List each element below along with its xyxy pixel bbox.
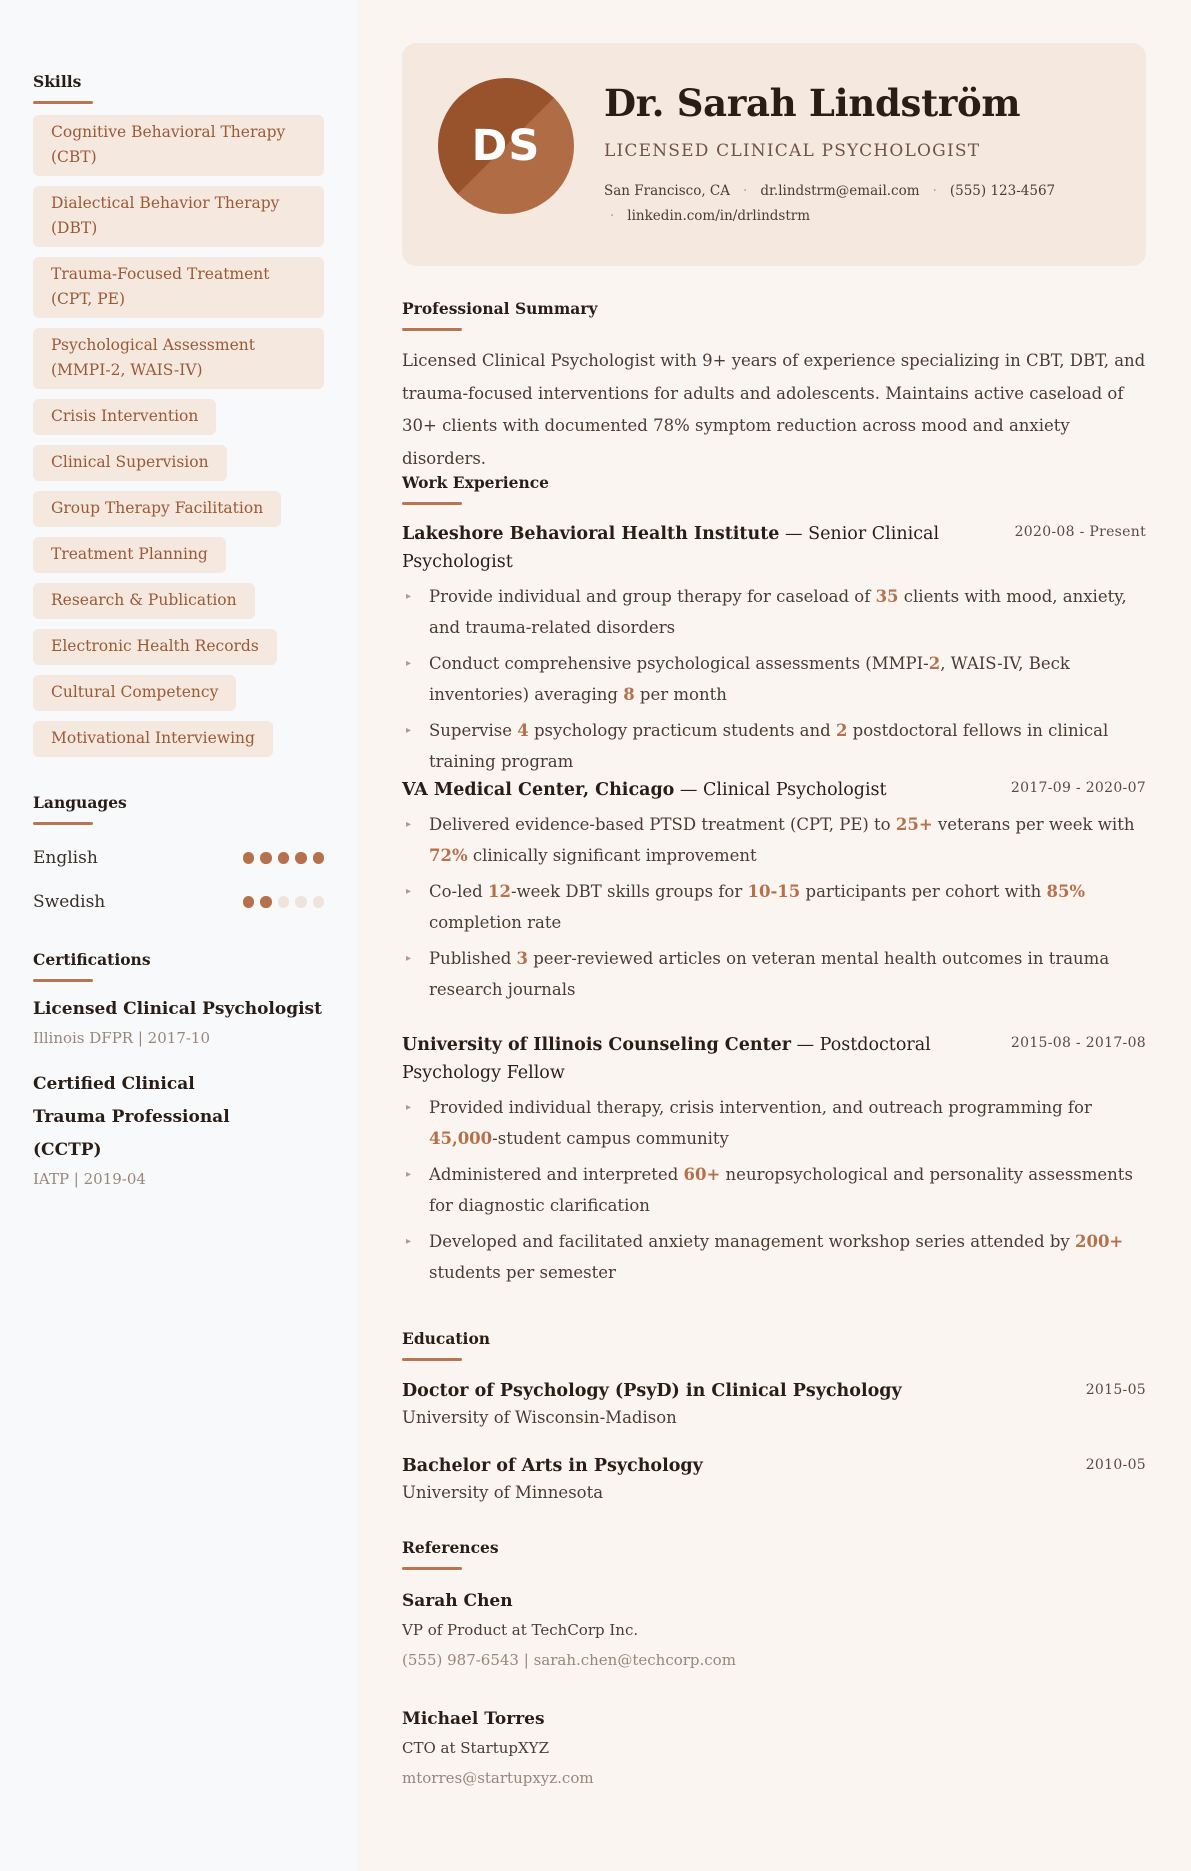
dot-filled bbox=[260, 852, 272, 864]
job-title bbox=[402, 776, 1002, 804]
job-header bbox=[402, 520, 1146, 576]
separator: · bbox=[610, 208, 615, 224]
education-school: University of Wisconsin-Madison bbox=[402, 1408, 677, 1427]
job-entry bbox=[402, 776, 1146, 1005]
job-org: VA Medical Center, Chicago bbox=[402, 780, 675, 800]
reference-role: CTO at StartupXYZ bbox=[402, 1739, 549, 1757]
job-bullet: ▸ Provide individual and group therapy for caseload of 35 clients with mood, anxiety, and trauma-related disorders bbox=[402, 581, 1146, 643]
education-degree: Doctor of Psychology (PsyD) in Clinical Psychology bbox=[402, 1381, 902, 1401]
chevron-right-icon: ▸ bbox=[406, 658, 412, 669]
highlight-metric: 10-15 bbox=[747, 882, 801, 901]
job-bullet: ▸ Conduct comprehensive psychological assessments (MMPI-2, WAIS-IV, Beck inventories) averaging 8 per month bbox=[402, 648, 1146, 710]
section-rule bbox=[402, 502, 462, 505]
job-bullets bbox=[402, 581, 1146, 777]
highlight-metric: 2 bbox=[928, 654, 941, 673]
certification-item bbox=[33, 993, 326, 1050]
skill-tag: Dialectical Behavior Therapy (DBT) bbox=[33, 186, 324, 247]
job-org: Lakeshore Behavioral Health Institute bbox=[402, 524, 780, 544]
references-heading: References bbox=[402, 1538, 499, 1557]
certification-meta: IATP | 2019-04 bbox=[33, 1170, 146, 1188]
job-header bbox=[402, 776, 1146, 804]
candidate-name: Dr. Sarah Lindström bbox=[604, 81, 1021, 125]
job-org: University of Illinois Counseling Center bbox=[402, 1035, 792, 1055]
certification-name: Certified Clinical Trauma Professional (CCTP) bbox=[33, 1074, 230, 1160]
section-rule bbox=[33, 101, 93, 104]
education-header bbox=[402, 1452, 1146, 1480]
job-position: — Postdoctoral Psychology Fellow bbox=[402, 1035, 931, 1083]
experience-heading: Work Experience bbox=[402, 473, 550, 492]
job-dates: 2017-09 - 2020-07 bbox=[1010, 780, 1146, 796]
highlight-metric: 25+ bbox=[895, 815, 933, 834]
education-item bbox=[402, 1377, 1146, 1431]
highlight-metric: 72% bbox=[429, 846, 468, 865]
job-entry bbox=[402, 1031, 1146, 1288]
contact-info bbox=[604, 183, 1055, 199]
phone-text: (555) 123-4567 bbox=[949, 183, 1056, 199]
chevron-right-icon: ▸ bbox=[406, 886, 412, 897]
skills-list bbox=[33, 115, 326, 767]
chevron-right-icon: ▸ bbox=[406, 1102, 412, 1113]
language-row bbox=[33, 880, 324, 924]
linkedin-link[interactable]: linkedin.com/in/drlindstrm bbox=[627, 208, 811, 224]
certification-name: Licensed Clinical Psychologist bbox=[33, 999, 322, 1019]
sidebar bbox=[0, 0, 358, 1871]
skill-tag: Clinical Supervision bbox=[33, 445, 227, 481]
job-dates: 2020-08 - Present bbox=[1014, 524, 1146, 540]
skill-tag: Motivational Interviewing bbox=[33, 721, 273, 757]
job-entry bbox=[402, 520, 1146, 777]
dot-filled bbox=[243, 896, 255, 908]
reference-item bbox=[402, 1705, 594, 1793]
email-link[interactable]: dr.lindstrm@email.com bbox=[760, 183, 920, 199]
job-bullet: ▸ Administered and interpreted 60+ neuropsychological and personality assessments for diagnostic clarification bbox=[402, 1159, 1146, 1221]
languages-heading: Languages bbox=[33, 793, 127, 812]
section-rule bbox=[402, 1567, 462, 1570]
job-header bbox=[402, 1031, 1146, 1087]
highlight-metric: 45,000 bbox=[429, 1129, 493, 1148]
dot-filled bbox=[260, 896, 272, 908]
section-rule bbox=[33, 979, 93, 982]
job-bullet: ▸ Co-led 12-week DBT skills groups for 10-15 participants per cohort with 85% completion rate bbox=[402, 876, 1146, 938]
chevron-right-icon: ▸ bbox=[406, 819, 412, 830]
summary-heading: Professional Summary bbox=[402, 299, 598, 318]
proficiency-dots bbox=[243, 852, 325, 864]
dot-filled bbox=[243, 852, 255, 864]
reference-name: Michael Torres bbox=[402, 1709, 545, 1729]
job-position: — Senior Clinical Psychologist bbox=[402, 524, 940, 572]
skill-tag: Trauma-Focused Treatment (CPT, PE) bbox=[33, 257, 324, 318]
location-text: San Francisco, CA bbox=[604, 183, 731, 199]
section-rule bbox=[402, 1358, 462, 1361]
skills-heading: Skills bbox=[33, 72, 82, 91]
separator: · bbox=[743, 183, 748, 199]
contact-info bbox=[604, 208, 810, 224]
languages-list bbox=[33, 836, 326, 924]
summary-text: Licensed Clinical Psychologist with 9+ years of experience specializing in CBT, DBT, and trauma-focused interventions for adults and adolescents. Maintains active caseload of 30+ clients with documented 78% symptom reduction across mood and anxiety disorders. bbox=[402, 351, 1146, 468]
reference-contact[interactable]: (555) 987-6543 | sarah.chen@techcorp.com bbox=[402, 1651, 736, 1669]
skill-tag: Electronic Health Records bbox=[33, 629, 277, 665]
chevron-right-icon: ▸ bbox=[406, 1236, 412, 1247]
job-bullets bbox=[402, 1092, 1146, 1288]
proficiency-dots bbox=[243, 896, 325, 908]
job-bullets bbox=[402, 809, 1146, 1005]
avatar: DS bbox=[438, 78, 574, 214]
reference-role: VP of Product at TechCorp Inc. bbox=[402, 1621, 639, 1639]
highlight-metric: 2 bbox=[835, 721, 848, 740]
job-bullet: ▸ Supervise 4 psychology practicum students and 2 postdoctoral fellows in clinical training program bbox=[402, 715, 1146, 777]
highlight-metric: 8 bbox=[623, 685, 635, 704]
skill-tag: Treatment Planning bbox=[33, 537, 226, 573]
certification-meta: Illinois DFPR | 2017-10 bbox=[33, 1029, 211, 1047]
reference-name: Sarah Chen bbox=[402, 1591, 513, 1611]
education-date: 2010-05 bbox=[1085, 1457, 1146, 1473]
dot-empty bbox=[295, 896, 307, 908]
language-name: English bbox=[33, 848, 98, 868]
highlight-metric: 12 bbox=[487, 882, 511, 901]
dot-filled bbox=[278, 852, 290, 864]
reference-contact[interactable]: mtorres@startupxyz.com bbox=[402, 1769, 594, 1787]
header-card bbox=[402, 43, 1146, 266]
candidate-role: LICENSED CLINICAL PSYCHOLOGIST bbox=[604, 141, 981, 161]
skill-tag: Cognitive Behavioral Therapy (CBT) bbox=[33, 115, 324, 176]
job-position: — Clinical Psychologist bbox=[674, 780, 887, 800]
certifications-heading: Certifications bbox=[33, 950, 151, 969]
job-bullet: ▸ Delivered evidence-based PTSD treatment (CPT, PE) to 25+ veterans per week with 72% clinically significant improvement bbox=[402, 809, 1146, 871]
skill-tag: Cultural Competency bbox=[33, 675, 236, 711]
education-date: 2015-05 bbox=[1085, 1382, 1146, 1398]
education-heading: Education bbox=[402, 1329, 491, 1348]
highlight-metric: 200+ bbox=[1074, 1232, 1124, 1251]
certification-item bbox=[33, 1068, 326, 1191]
language-row bbox=[33, 836, 324, 880]
job-bullet: ▸ Provided individual therapy, crisis intervention, and outreach programming for 45,000-student campus community bbox=[402, 1092, 1146, 1154]
chevron-right-icon: ▸ bbox=[406, 1169, 412, 1180]
education-header bbox=[402, 1377, 1146, 1405]
highlight-metric: 85% bbox=[1046, 882, 1086, 901]
skill-tag: Psychological Assessment (MMPI-2, WAIS-IV) bbox=[33, 328, 324, 389]
education-degree: Bachelor of Arts in Psychology bbox=[402, 1456, 703, 1476]
dot-empty bbox=[278, 896, 290, 908]
skill-tag: Crisis Intervention bbox=[33, 399, 216, 435]
reference-item bbox=[402, 1587, 736, 1675]
job-title bbox=[402, 1031, 1002, 1087]
chevron-right-icon: ▸ bbox=[406, 953, 412, 964]
education-item bbox=[402, 1452, 1146, 1506]
skill-tag: Group Therapy Facilitation bbox=[33, 491, 281, 527]
highlight-metric: 4 bbox=[517, 721, 529, 740]
separator: · bbox=[932, 183, 937, 199]
dot-filled bbox=[295, 852, 307, 864]
highlight-metric: 60+ bbox=[683, 1165, 721, 1184]
job-dates: 2015-08 - 2017-08 bbox=[1010, 1035, 1146, 1051]
section-rule bbox=[402, 328, 462, 331]
chevron-right-icon: ▸ bbox=[406, 591, 412, 602]
job-bullet: ▸ Published 3 peer-reviewed articles on veteran mental health outcomes in trauma research journals bbox=[402, 943, 1146, 1005]
section-rule bbox=[33, 822, 93, 825]
highlight-metric: 35 bbox=[875, 587, 899, 606]
education-school: University of Minnesota bbox=[402, 1483, 604, 1502]
job-bullet: ▸ Developed and facilitated anxiety management workshop series attended by 200+ students per semester bbox=[402, 1226, 1146, 1288]
skill-tag: Research & Publication bbox=[33, 583, 255, 619]
dot-empty bbox=[313, 896, 325, 908]
language-name: Swedish bbox=[33, 892, 106, 912]
chevron-right-icon: ▸ bbox=[406, 725, 412, 736]
dot-filled bbox=[313, 852, 325, 864]
highlight-metric: 3 bbox=[516, 949, 528, 968]
job-title bbox=[402, 520, 1002, 576]
